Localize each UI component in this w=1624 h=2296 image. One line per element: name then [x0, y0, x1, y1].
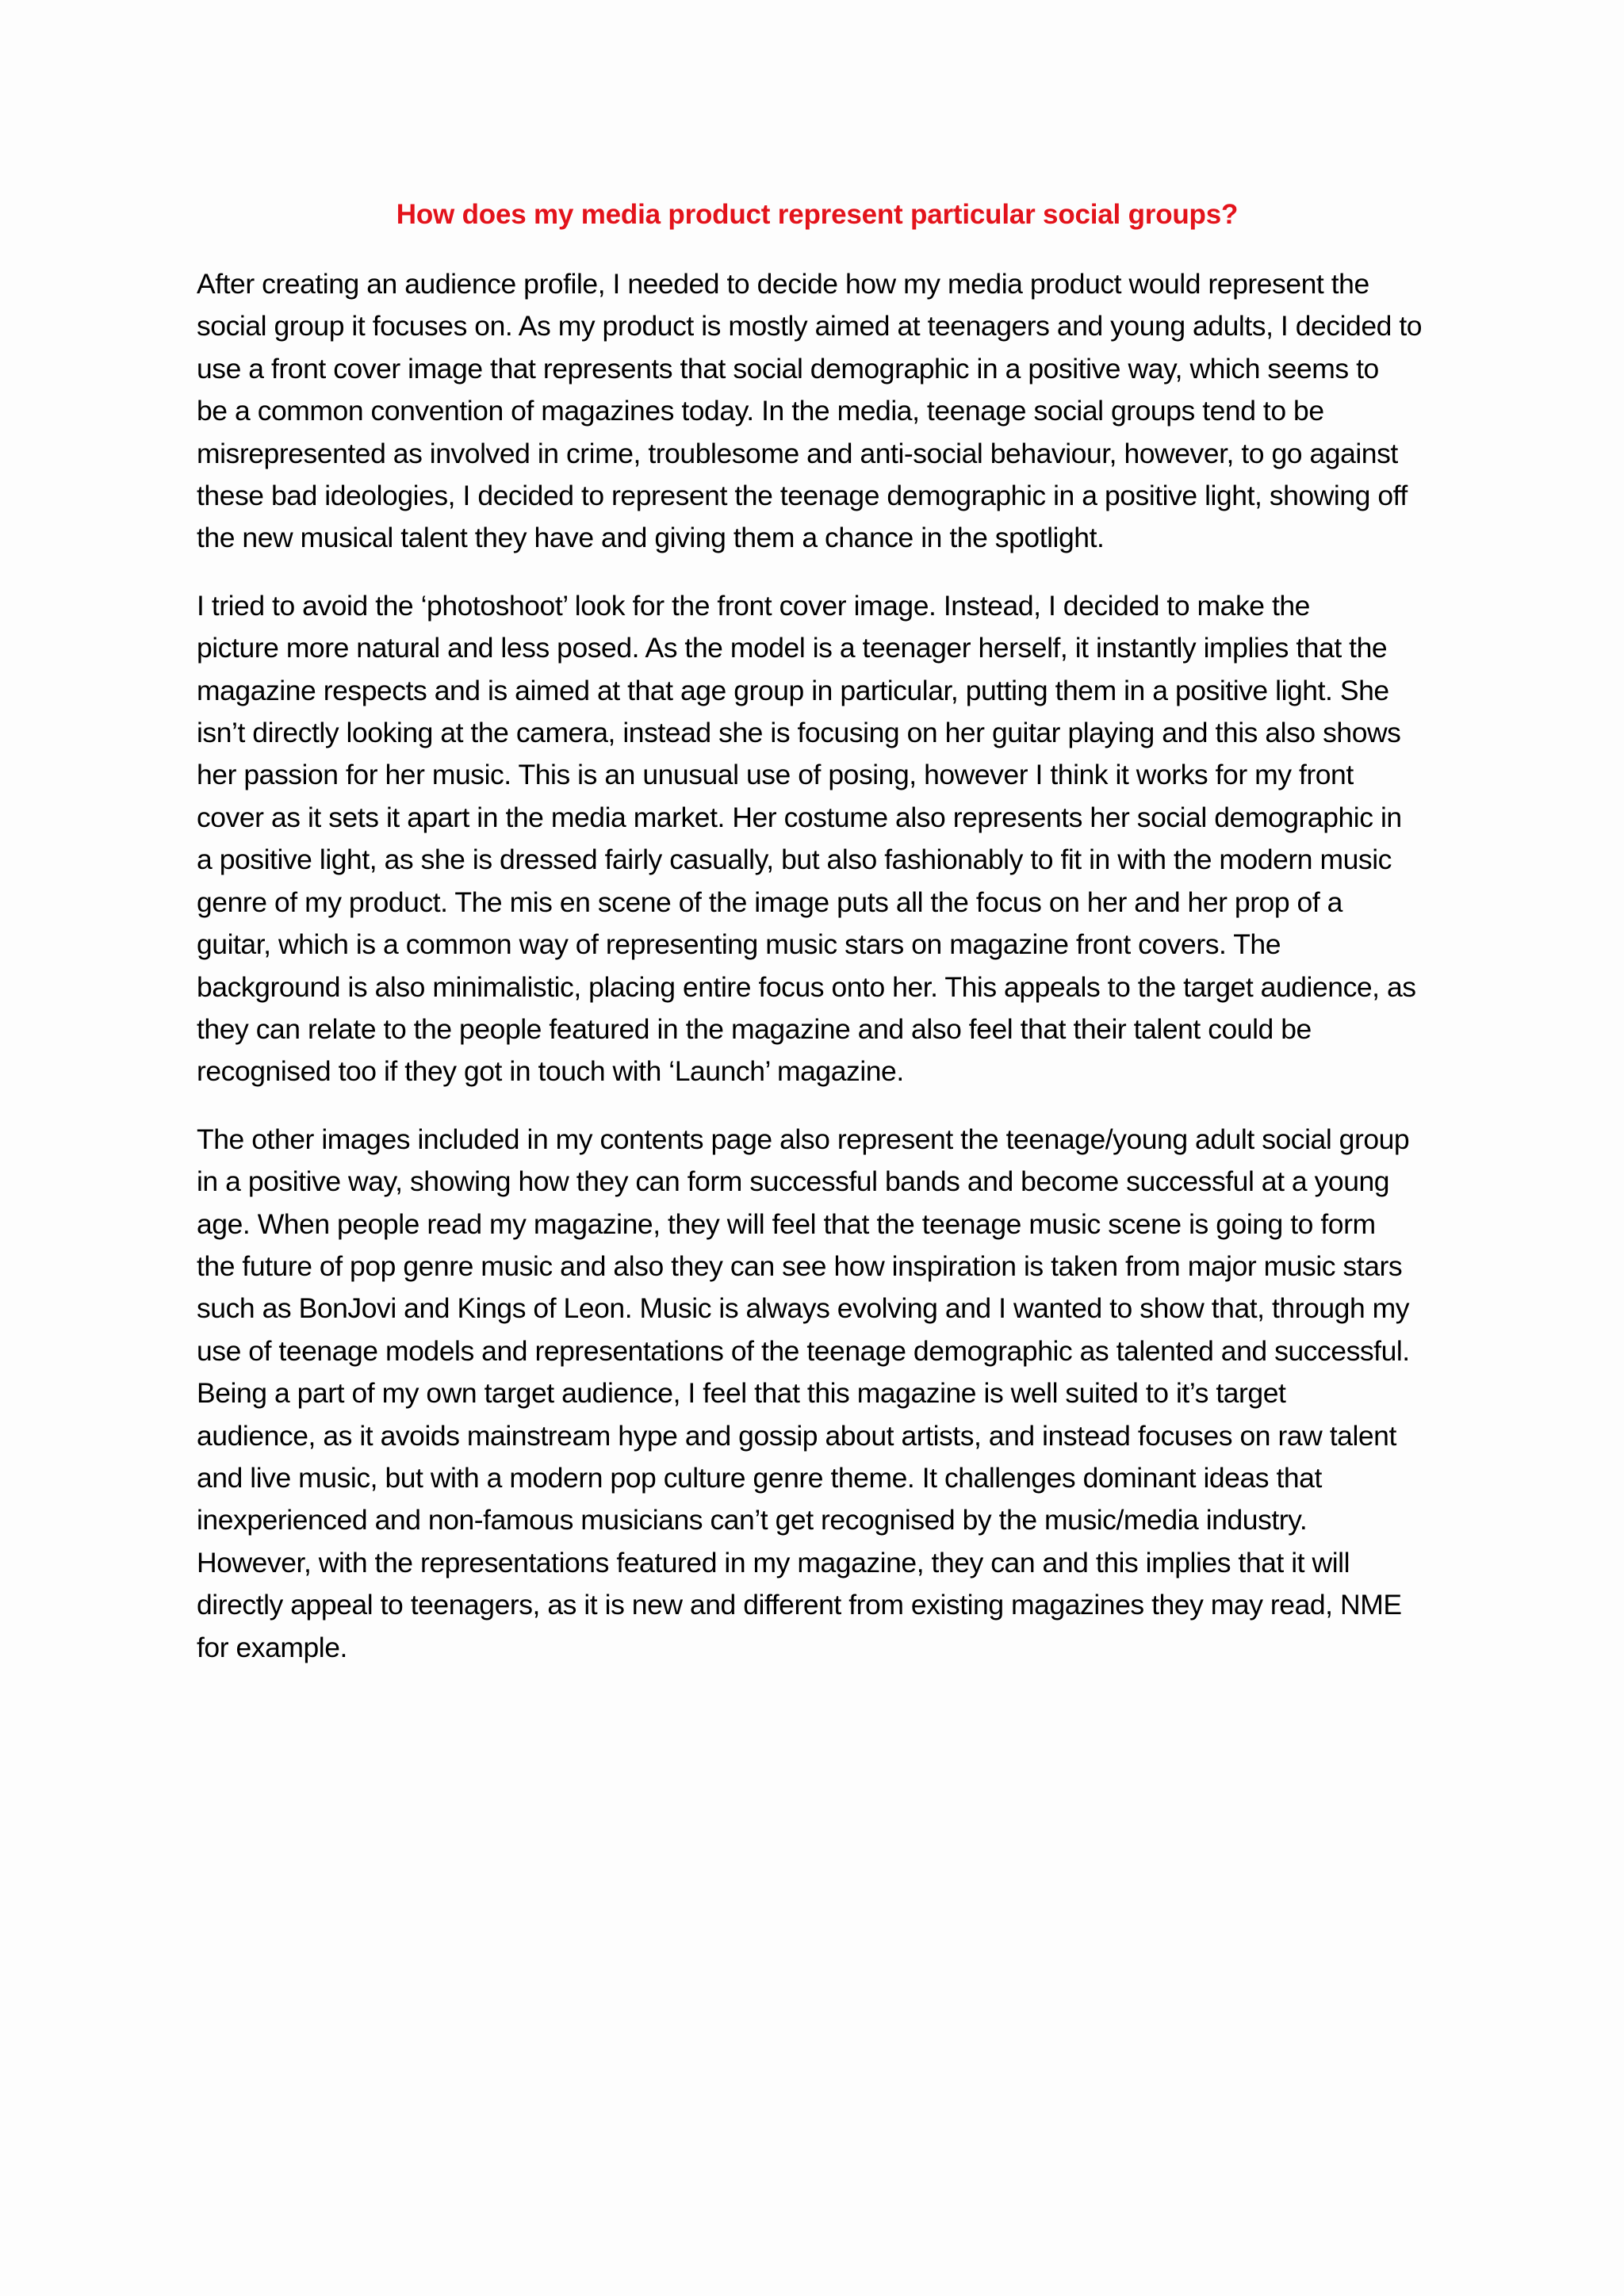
- text-line: these bad ideologies, I decided to represent the teenage demographic in a positive light, showing off: [197, 480, 1408, 512]
- text-line: Being a part of my own target audience, I feel that this magazine is well suited to it’s target: [197, 1377, 1286, 1410]
- text-line: be a common convention of magazines today. In the media, teenage social groups tend to be: [197, 395, 1324, 427]
- text-line: After creating an audience profile, I needed to decide how my media product would represent the: [197, 268, 1369, 300]
- text-line: I tried to avoid the ‘photoshoot’ look for the front cover image. Instead, I decided to make the: [197, 589, 1310, 622]
- paragraph-3: [197, 1119, 1438, 1669]
- text-line: age. When people read my magazine, they will feel that the teenage music scene is going to form: [197, 1207, 1376, 1240]
- text-line: background is also minimalistic, placing entire focus onto her. This appeals to the target audience, as: [197, 970, 1416, 1003]
- text-line: genre of my product. The mis en scene of the image puts all the focus on her and her prop of a: [197, 886, 1342, 918]
- text-line: use a front cover image that represents that social demographic in a positive way, which seems to: [197, 352, 1379, 385]
- text-line: in a positive way, showing how they can form successful bands and become successful at a young: [197, 1165, 1390, 1198]
- text-line: isn’t directly looking at the camera, instead she is focusing on her guitar playing and this also shows: [197, 717, 1401, 749]
- text-line: audience, as it avoids mainstream hype and gossip about artists, and instead focuses on raw talent: [197, 1419, 1396, 1452]
- text-line: such as BonJovi and Kings of Leon. Music is always evolving and I wanted to show that, through my: [197, 1292, 1410, 1325]
- text-line: for example.: [197, 1631, 347, 1663]
- text-line: misrepresented as involved in crime, troublesome and anti-social behaviour, however, to go against: [197, 437, 1398, 469]
- text-line: a positive light, as she is dressed fairly casually, but also fashionably to fit in with the modern music: [197, 844, 1392, 876]
- text-line: recognised too if they got in touch with ‘Launch’ magazine.: [197, 1055, 904, 1088]
- document-title: How does my media product represent particular social groups?: [396, 199, 1239, 230]
- text-line: they can relate to the people featured in the magazine and also feel that their talent could be: [197, 1012, 1312, 1045]
- text-line: guitar, which is a common way of representing music stars on magazine front covers. The: [197, 928, 1281, 961]
- text-line: picture more natural and less posed. As the model is a teenager herself, it instantly implies that the: [197, 632, 1388, 664]
- text-line: directly appeal to teenagers, as it is new and different from existing magazines they may read, NME: [197, 1589, 1402, 1621]
- text-line: The other images included in my contents page also represent the teenage/young adult social group: [197, 1123, 1410, 1155]
- text-line: social group it focuses on. As my product is mostly aimed at teenagers and young adults, I decided to: [197, 310, 1423, 342]
- text-line: magazine respects and is aimed at that age group in particular, putting them in a positive light. She: [197, 674, 1389, 706]
- paragraph-2: [197, 585, 1438, 1093]
- text-line: inexperienced and non-famous musicians can’t get recognised by the music/media industry.: [197, 1504, 1308, 1536]
- text-line: cover as it sets it apart in the media market. Her costume also represents her social demographic in: [197, 801, 1402, 833]
- text-line: the new musical talent they have and giving them a chance in the spotlight.: [197, 522, 1105, 554]
- text-line: her passion for her music. This is an unusual use of posing, however I think it works for my front: [197, 759, 1354, 791]
- text-line: However, with the representations featured in my magazine, they can and this implies that it will: [197, 1546, 1350, 1578]
- text-line: use of teenage models and representations of the teenage demographic as talented and successful.: [197, 1334, 1410, 1367]
- text-line: and live music, but with a modern pop culture genre theme. It challenges dominant ideas that: [197, 1461, 1322, 1494]
- paragraph-1: [197, 263, 1438, 560]
- document-body: [197, 193, 1438, 1694]
- text-line: the future of pop genre music and also they can see how inspiration is taken from major music stars: [197, 1249, 1403, 1282]
